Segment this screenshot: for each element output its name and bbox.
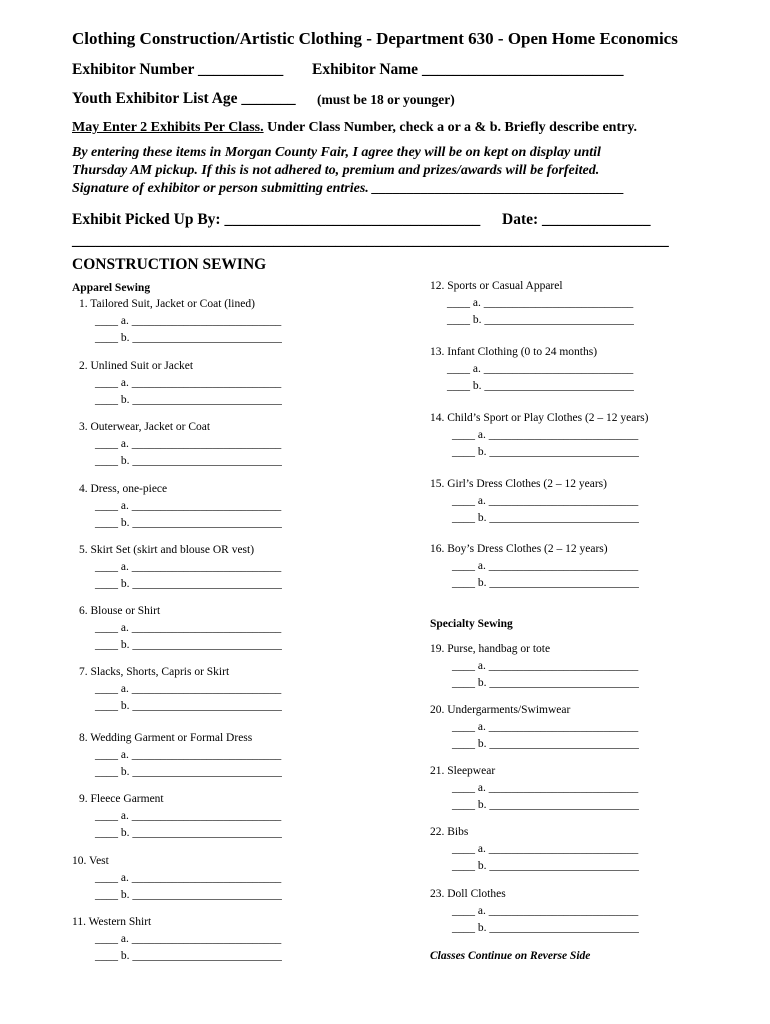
entry-a-field[interactable]: ____ a. __________________________ — [452, 560, 639, 572]
apparel-sewing-subtitle: Apparel Sewing — [72, 282, 151, 294]
entry-b-field[interactable]: ____ b. __________________________ — [95, 332, 282, 344]
entry-b-field[interactable]: ____ b. __________________________ — [452, 738, 639, 750]
class-title: 7. Slacks, Shorts, Capris or Skirt — [79, 666, 230, 678]
entry-a-field[interactable]: ____ a. __________________________ — [95, 872, 282, 884]
entry-a-field[interactable]: ____ a. __________________________ — [95, 377, 282, 389]
class-title: 6. Blouse or Shirt — [79, 605, 161, 617]
class-title: 13. Infant Clothing (0 to 24 months) — [430, 346, 598, 358]
entry-b-field[interactable]: ____ b. __________________________ — [95, 455, 282, 467]
instructions-line — [72, 120, 637, 136]
entry-a-field[interactable]: ____ a. __________________________ — [452, 782, 639, 794]
pickup-date-field[interactable]: Date: ______________ — [502, 211, 651, 228]
entry-a-field[interactable]: ____ a. __________________________ — [452, 495, 639, 507]
entry-b-field[interactable]: ____ b. __________________________ — [95, 827, 282, 839]
class-title: 9. Fleece Garment — [79, 793, 164, 805]
divider-rule: _____________________________________________________________________________ — [72, 232, 669, 249]
signature-field[interactable]: Signature of exhibitor or person submitting entries. ____________________________________ — [72, 181, 625, 196]
class-title: 3. Outerwear, Jacket or Coat — [79, 421, 211, 433]
section-title: CONSTRUCTION SEWING — [72, 256, 267, 273]
class-title: 12. Sports or Casual Apparel — [430, 280, 563, 292]
class-title: 4. Dress, one-piece — [79, 483, 168, 495]
entry-a-field[interactable]: ____ a. __________________________ — [95, 749, 282, 761]
entry-b-field[interactable]: ____ b. __________________________ — [452, 922, 639, 934]
entry-a-field[interactable]: ____ a. __________________________ — [95, 438, 282, 450]
class-title: 15. Girl’s Dress Clothes (2 – 12 years) — [430, 478, 607, 490]
entry-a-field[interactable]: ____ a. __________________________ — [452, 843, 639, 855]
entry-b-field[interactable]: ____ b. __________________________ — [452, 512, 639, 524]
entry-b-field[interactable]: ____ b. __________________________ — [95, 700, 282, 712]
entry-b-field[interactable]: ____ b. __________________________ — [452, 446, 639, 458]
may-enter-text: May Enter 2 Exhibits Per Class. — [72, 120, 264, 135]
entry-a-field[interactable]: ____ a. __________________________ — [95, 683, 282, 695]
picked-up-by-field[interactable]: Exhibit Picked Up By: _________________________________ — [72, 211, 481, 228]
instructions-rest: Under Class Number, check a or a & b. Briefly describe entry. — [267, 120, 638, 135]
entry-b-field[interactable]: ____ b. __________________________ — [95, 950, 282, 962]
youth-age-note: (must be 18 or younger) — [317, 92, 455, 107]
entry-a-field[interactable]: ____ a. __________________________ — [95, 561, 282, 573]
entry-a-field[interactable]: ____ a. __________________________ — [452, 721, 639, 733]
agreement-line-2: Thursday AM pickup. If this is not adhered to, premium and prizes/awards will be forfeited. — [72, 163, 600, 178]
entry-a-field[interactable]: ____ a. __________________________ — [95, 622, 282, 634]
class-title: 21. Sleepwear — [430, 765, 496, 777]
entry-b-field[interactable]: ____ b. __________________________ — [452, 577, 639, 589]
class-title: 20. Undergarments/Swimwear — [430, 704, 571, 716]
youth-age-field[interactable]: Youth Exhibitor List Age _______ — [72, 90, 296, 107]
entry-a-field[interactable]: ____ a. __________________________ — [447, 297, 634, 309]
entry-b-field[interactable]: ____ b. __________________________ — [452, 799, 639, 811]
entry-b-field[interactable]: ____ b. __________________________ — [95, 639, 282, 651]
class-title: 11. Western Shirt — [72, 916, 152, 928]
entry-b-field[interactable]: ____ b. __________________________ — [95, 578, 282, 590]
entry-b-field[interactable]: ____ b. __________________________ — [447, 380, 634, 392]
class-title: 23. Doll Clothes — [430, 888, 506, 900]
exhibitor-number-field[interactable]: Exhibitor Number ___________ — [72, 61, 284, 78]
entry-a-field[interactable]: ____ a. __________________________ — [95, 810, 282, 822]
specialty-sewing-subtitle: Specialty Sewing — [430, 618, 513, 630]
entry-a-field[interactable]: ____ a. __________________________ — [452, 660, 639, 672]
entry-b-field[interactable]: ____ b. __________________________ — [447, 314, 634, 326]
entry-a-field[interactable]: ____ a. __________________________ — [452, 429, 639, 441]
entry-a-field[interactable]: ____ a. __________________________ — [95, 315, 282, 327]
exhibitor-name-field[interactable]: Exhibitor Name __________________________ — [312, 61, 624, 78]
class-title: 14. Child’s Sport or Play Clothes (2 – 12 years) — [430, 412, 649, 424]
class-title: 16. Boy’s Dress Clothes (2 – 12 years) — [430, 543, 608, 555]
entry-b-field[interactable]: ____ b. __________________________ — [95, 394, 282, 406]
class-title: 22. Bibs — [430, 826, 469, 838]
entry-a-field[interactable]: ____ a. __________________________ — [95, 933, 282, 945]
entry-b-field[interactable]: ____ b. __________________________ — [452, 860, 639, 872]
entry-b-field[interactable]: ____ b. __________________________ — [95, 766, 282, 778]
class-title: 10. Vest — [72, 855, 109, 867]
class-title: 5. Skirt Set (skirt and blouse OR vest) — [79, 544, 255, 556]
entry-b-field[interactable]: ____ b. __________________________ — [95, 517, 282, 529]
entry-b-field[interactable]: ____ b. __________________________ — [95, 889, 282, 901]
entry-a-field[interactable]: ____ a. __________________________ — [95, 500, 282, 512]
agreement-line-1: By entering these items in Morgan County Fair, I agree they will be on kept on display until — [72, 145, 601, 160]
class-title: 2. Unlined Suit or Jacket — [79, 360, 194, 372]
entry-a-field[interactable]: ____ a. __________________________ — [452, 905, 639, 917]
class-title: 1. Tailored Suit, Jacket or Coat (lined) — [79, 298, 255, 310]
class-title: 8. Wedding Garment or Formal Dress — [79, 732, 253, 744]
page-title: Clothing Construction/Artistic Clothing - Department 630 - Open Home Economics — [72, 29, 678, 48]
classes-continue-note: Classes Continue on Reverse Side — [430, 950, 591, 962]
class-title: 19. Purse, handbag or tote — [430, 643, 551, 655]
entry-b-field[interactable]: ____ b. __________________________ — [452, 677, 639, 689]
entry-a-field[interactable]: ____ a. __________________________ — [447, 363, 634, 375]
